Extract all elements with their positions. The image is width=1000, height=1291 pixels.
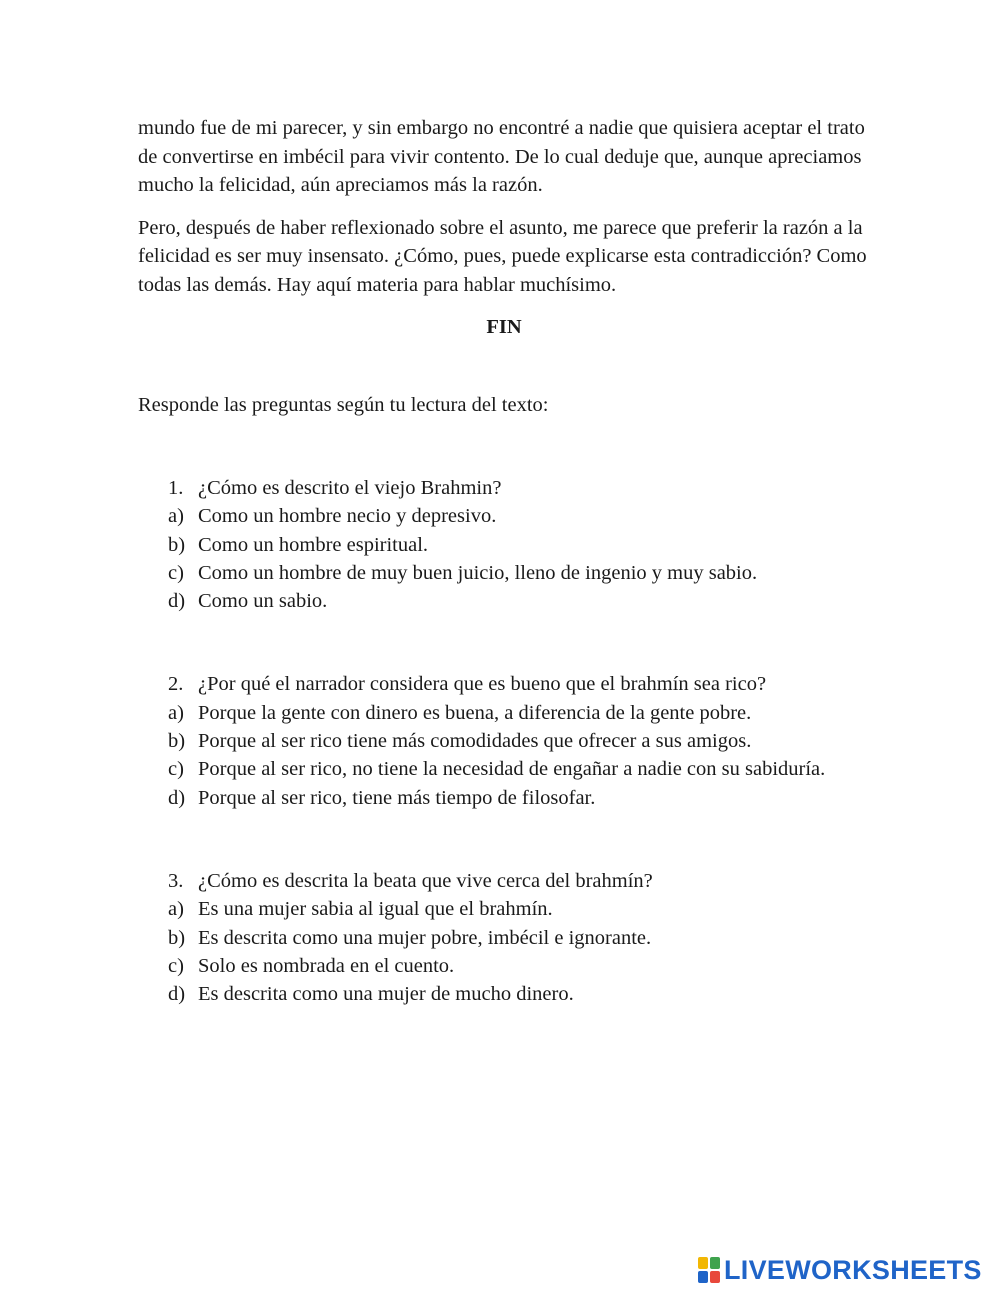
question-text: ¿Cómo es descrita la beata que vive cerca del brahmín?	[198, 869, 653, 892]
question-1	[138, 474, 868, 615]
option-text: Porque la gente con dinero es buena, a diferencia de la gente pobre.	[198, 701, 752, 724]
option-text: Como un hombre espiritual.	[198, 533, 429, 556]
question-number: 1.	[168, 477, 184, 499]
paragraph-1: mundo fue de mi parecer, y sin embargo no encontré a nadie que quisiera aceptar el trato de convertirse en imbécil para vivir contento. De lo cual deduje que, aunque apreciamos mucho la felicidad, aún apreciamos más la razón.	[138, 117, 865, 196]
question-number: 3.	[168, 869, 184, 892]
question-2	[138, 670, 868, 811]
option-3a[interactable]	[168, 895, 868, 923]
option-letter: b)	[168, 926, 186, 949]
option-letter: b)	[168, 533, 186, 556]
option-letter: a)	[168, 898, 184, 921]
question-text: ¿Cómo es descrito el viejo Brahmin?	[198, 477, 502, 499]
logo-square-icon	[698, 1257, 708, 1269]
option-text: Porque al ser rico, tiene más tiempo de filosofar.	[198, 786, 596, 809]
option-2c[interactable]	[168, 755, 868, 783]
question-number: 2.	[168, 673, 184, 696]
instructions-text: Responde las preguntas según tu lectura del texto:	[138, 394, 549, 416]
option-text: Como un hombre necio y depresivo.	[198, 505, 497, 528]
option-2a[interactable]	[168, 699, 868, 727]
option-text: Es una mujer sabia al igual que el brahmín.	[198, 898, 553, 921]
paragraph-2: Pero, después de haber reflexionado sobre el asunto, me parece que preferir la razón a la felicidad es ser muy insensato. ¿Cómo, pues, puede explicarse esta contradicción? Como todas las demás. Hay aquí materia para hablar muchísimo.	[138, 216, 867, 296]
option-letter: c)	[168, 954, 184, 977]
logo-text: LIVEWORKSHEETS	[724, 1254, 982, 1285]
logo-square-icon	[710, 1271, 720, 1283]
option-3d[interactable]	[168, 980, 868, 1008]
question-text: ¿Por qué el narrador considera que es bueno que el brahmín sea rico?	[198, 673, 767, 696]
logo-square-icon	[710, 1257, 720, 1269]
option-2b[interactable]	[168, 727, 868, 755]
option-text: Es descrita como una mujer pobre, imbécil e ignorante.	[198, 926, 652, 949]
option-letter: d)	[168, 590, 186, 613]
option-text: Porque al ser rico tiene más comodidades que ofrecer a sus amigos.	[198, 730, 752, 753]
option-1a[interactable]	[168, 502, 868, 530]
liveworksheets-logo-icon	[698, 1257, 720, 1283]
option-1c[interactable]	[168, 559, 868, 587]
option-3b[interactable]	[168, 924, 868, 952]
option-3c[interactable]	[168, 952, 868, 980]
document-page	[138, 114, 868, 1008]
fin-heading: FIN	[486, 316, 522, 338]
option-text: Solo es nombrada en el cuento.	[198, 954, 455, 977]
option-1d[interactable]	[168, 587, 868, 615]
option-text: Porque al ser rico, no tiene la necesidad de engañar a nadie con su sabiduría.	[198, 758, 826, 781]
question-3-stem	[168, 867, 868, 895]
option-letter: d)	[168, 983, 186, 1006]
question-2-stem	[168, 670, 868, 698]
option-letter: d)	[168, 786, 186, 809]
option-1b[interactable]	[168, 531, 868, 559]
question-1-stem	[168, 474, 868, 502]
option-letter: a)	[168, 701, 184, 724]
logo-square-icon	[698, 1271, 708, 1283]
option-letter: a)	[168, 505, 184, 528]
option-2d[interactable]	[168, 784, 868, 812]
option-letter: c)	[168, 758, 184, 781]
option-text: Como un sabio.	[198, 590, 328, 613]
option-letter: b)	[168, 730, 186, 753]
question-3	[138, 867, 868, 1008]
option-text: Es descrita como una mujer de mucho dinero.	[198, 983, 574, 1006]
option-letter: c)	[168, 561, 184, 584]
liveworksheets-logo[interactable]	[698, 1253, 982, 1287]
option-text: Como un hombre de muy buen juicio, lleno de ingenio y muy sabio.	[198, 561, 758, 584]
